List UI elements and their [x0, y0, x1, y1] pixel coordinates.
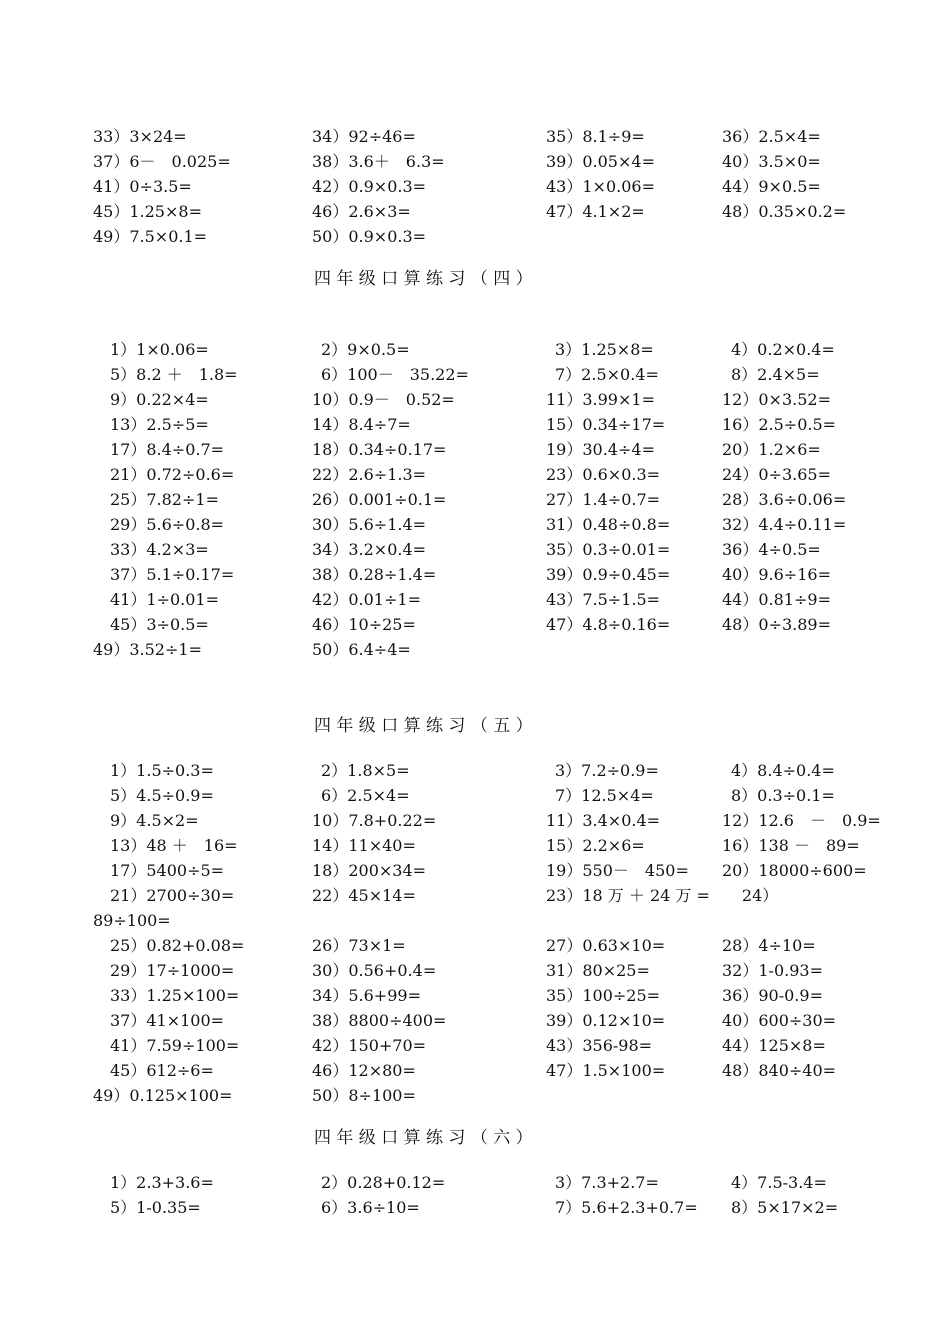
problem: 29）5.6÷0.8=	[110, 515, 225, 534]
problem: 45）1.25×8=	[93, 202, 202, 221]
problem: 13）2.5÷5=	[110, 415, 209, 434]
problem: 44）9×0.5=	[722, 177, 821, 196]
problem: 15）2.2×6=	[546, 836, 645, 855]
problem: 21）0.72÷0.6=	[110, 465, 235, 484]
problem: 46）2.6×3=	[312, 202, 411, 221]
problem-row	[0, 412, 950, 437]
problem: 24）0÷3.65=	[722, 465, 831, 484]
problem: 27）1.4÷0.7=	[546, 490, 661, 509]
problem: 7）2.5×0.4=	[555, 365, 659, 384]
problem-row	[0, 808, 950, 833]
problem: 13）48 ＋ 16=	[110, 836, 238, 855]
problem-row	[0, 562, 950, 587]
problem: 50）8÷100=	[312, 1086, 416, 1105]
problem: 44）0.81÷9=	[722, 590, 831, 609]
problem-row	[0, 387, 950, 412]
problem: 1）1×0.06=	[110, 340, 209, 359]
problem: 31）80×25=	[546, 961, 650, 980]
problem: 20）18000÷600=	[722, 861, 867, 880]
problem: 18）200×34=	[312, 861, 427, 880]
problem: 10）7.8+0.22=	[312, 811, 437, 830]
problem-row	[0, 124, 950, 149]
section-title-text: 四 年 级 口 算 练 习 （ 六 ）	[314, 1128, 533, 1148]
problem: 27）0.63×10=	[546, 936, 666, 955]
problem: 49）3.52÷1=	[93, 640, 202, 659]
problem: 40）600÷30=	[722, 1011, 837, 1030]
problem: 8）0.3÷0.1=	[731, 786, 835, 805]
problem: 47）4.8÷0.16=	[546, 615, 671, 634]
problem: 41）7.59÷100=	[110, 1036, 240, 1055]
problem: 34）5.6+99=	[312, 986, 421, 1005]
problem: 25）7.82÷1=	[110, 490, 219, 509]
problem: 23）0.6×0.3=	[546, 465, 661, 484]
problem: 2）0.28+0.12=	[321, 1173, 446, 1192]
problem: 45）612÷6=	[110, 1061, 214, 1080]
problem-row	[0, 462, 950, 487]
problem: 20）1.2×6=	[722, 440, 821, 459]
problem: 37）5.1÷0.17=	[110, 565, 235, 584]
problem: 40）3.5×0=	[722, 152, 821, 171]
problem-row	[0, 858, 950, 883]
problem: 39）0.05×4=	[546, 152, 655, 171]
section-title-text: 四 年 级 口 算 练 习 （ 四 ）	[314, 269, 533, 289]
problem: 35）0.3÷0.01=	[546, 540, 671, 559]
problem: 8）2.4×5=	[731, 365, 820, 384]
problem: 2）1.8×5=	[321, 761, 410, 780]
problem: 15）0.34÷17=	[546, 415, 666, 434]
problem: 16）138 － 89=	[722, 836, 860, 855]
problem: 38）3.6＋ 6.3=	[312, 152, 445, 171]
problem: 4）8.4÷0.4=	[731, 761, 835, 780]
problem: 12）12.6 － 0.9=	[722, 811, 881, 830]
problem: 41）1÷0.01=	[110, 590, 219, 609]
problem: 50）0.9×0.3=	[312, 227, 427, 246]
problem: 3）7.3+2.7=	[555, 1173, 659, 1192]
problem: 18）0.34÷0.17=	[312, 440, 447, 459]
problem: 26）0.001÷0.1=	[312, 490, 447, 509]
problem-row	[0, 512, 950, 537]
problem: 43）356-98=	[546, 1036, 653, 1055]
problem: 32）1-0.93=	[722, 961, 823, 980]
problem: 10）0.9－ 0.52=	[312, 390, 455, 409]
problem: 6）100－ 35.22=	[321, 365, 469, 384]
problem: 36）4÷0.5=	[722, 540, 821, 559]
problem-row	[0, 337, 950, 362]
problem: 38）0.28÷1.4=	[312, 565, 437, 584]
problem: 43）7.5÷1.5=	[546, 590, 661, 609]
problem: 19）550－ 450=	[546, 861, 689, 880]
problem: 11）3.4×0.4=	[546, 811, 661, 830]
problem: 32）4.4÷0.11=	[722, 515, 847, 534]
problem-row	[0, 437, 950, 462]
problem-row	[0, 958, 950, 983]
problem: 33）4.2×3=	[110, 540, 209, 559]
problem-row	[0, 983, 950, 1008]
problem: 12）0×3.52=	[722, 390, 831, 409]
problem: 33）3×24=	[93, 127, 187, 146]
problem: 1）1.5÷0.3=	[110, 761, 214, 780]
problem: 89÷100=	[93, 911, 171, 930]
problem-row	[0, 833, 950, 858]
problem: 37）6－ 0.025=	[93, 152, 231, 171]
problem-row	[0, 537, 950, 562]
problem: 46）12×80=	[312, 1061, 416, 1080]
problem: 37）41×100=	[110, 1011, 225, 1030]
problem-row	[0, 883, 950, 908]
problem: 48）0.35×0.2=	[722, 202, 847, 221]
problem: 21）2700÷30=	[110, 886, 235, 905]
problem: 5）1-0.35=	[110, 1198, 201, 1217]
problem: 14）8.4÷7=	[312, 415, 411, 434]
problem: 6）2.5×4=	[321, 786, 410, 805]
problem: 35）8.1÷9=	[546, 127, 645, 146]
problem: 48）0÷3.89=	[722, 615, 831, 634]
problem: 3）7.2÷0.9=	[555, 761, 659, 780]
problem: 26）73×1=	[312, 936, 406, 955]
problem: 34）3.2×0.4=	[312, 540, 427, 559]
problem: 14）11×40=	[312, 836, 416, 855]
problem-row	[0, 1058, 950, 1083]
problem: 40）9.6÷16=	[722, 565, 831, 584]
problem: 42）0.01÷1=	[312, 590, 421, 609]
problem-row	[0, 1033, 950, 1058]
problem: 35）100÷25=	[546, 986, 661, 1005]
problem: 39）0.12×10=	[546, 1011, 666, 1030]
problem: 19）30.4÷4=	[546, 440, 655, 459]
problem: 17）8.4÷0.7=	[110, 440, 225, 459]
problem: 5）8.2 ＋ 1.8=	[110, 365, 238, 384]
problem-row	[0, 149, 950, 174]
problem: 23）18 万 ＋ 24 万 = 24）	[546, 886, 779, 905]
problem-row	[0, 933, 950, 958]
problem: 50）6.4÷4=	[312, 640, 411, 659]
problem: 45）3÷0.5=	[110, 615, 209, 634]
problem: 30）0.56+0.4=	[312, 961, 437, 980]
problem: 46）10÷25=	[312, 615, 416, 634]
problem: 4）0.2×0.4=	[731, 340, 835, 359]
problem: 36）90-0.9=	[722, 986, 823, 1005]
problem: 16）2.5÷0.5=	[722, 415, 837, 434]
section-title-text: 四 年 级 口 算 练 习 （ 五 ）	[314, 716, 533, 736]
problem: 3）1.25×8=	[555, 340, 654, 359]
problem: 43）1×0.06=	[546, 177, 655, 196]
problem: 7）12.5×4=	[555, 786, 654, 805]
problem: 47）1.5×100=	[546, 1061, 666, 1080]
section-title	[0, 1123, 950, 1153]
problem-row	[0, 637, 950, 662]
problem-row	[0, 908, 950, 933]
problem: 7）5.6+2.3+0.7=	[555, 1198, 698, 1217]
problem-row	[0, 1083, 950, 1108]
problem: 33）1.25×100=	[110, 986, 240, 1005]
problem: 28）4÷10=	[722, 936, 816, 955]
problem: 48）840÷40=	[722, 1061, 837, 1080]
problem: 42）150+70=	[312, 1036, 427, 1055]
problem: 28）3.6÷0.06=	[722, 490, 847, 509]
problem: 22）2.6÷1.3=	[312, 465, 427, 484]
problem: 42）0.9×0.3=	[312, 177, 427, 196]
section-title	[0, 264, 950, 294]
problem: 11）3.99×1=	[546, 390, 655, 409]
problem: 6）3.6÷10=	[321, 1198, 420, 1217]
problem-row	[0, 1008, 950, 1033]
problem: 36）2.5×4=	[722, 127, 821, 146]
problem-row	[0, 199, 950, 224]
problem-row	[0, 1195, 950, 1220]
problem: 41）0÷3.5=	[93, 177, 192, 196]
problem: 38）8800÷400=	[312, 1011, 447, 1030]
problem: 29）17÷1000=	[110, 961, 235, 980]
problem: 39）0.9÷0.45=	[546, 565, 671, 584]
problem-row	[0, 1170, 950, 1195]
problem-row	[0, 487, 950, 512]
problem-row	[0, 783, 950, 808]
problem: 44）125×8=	[722, 1036, 826, 1055]
problem: 1）2.3+3.6=	[110, 1173, 214, 1192]
problem: 34）92÷46=	[312, 127, 416, 146]
problem: 25）0.82+0.08=	[110, 936, 245, 955]
problem: 30）5.6÷1.4=	[312, 515, 427, 534]
problem: 49）7.5×0.1=	[93, 227, 208, 246]
problem: 2）9×0.5=	[321, 340, 410, 359]
problem: 31）0.48÷0.8=	[546, 515, 671, 534]
problem: 9）0.22×4=	[110, 390, 209, 409]
problem-row	[0, 224, 950, 249]
problem-row	[0, 362, 950, 387]
problem: 5）4.5÷0.9=	[110, 786, 214, 805]
section-title	[0, 711, 950, 741]
problem-row	[0, 174, 950, 199]
problem: 47）4.1×2=	[546, 202, 645, 221]
problem: 9）4.5×2=	[110, 811, 199, 830]
problem: 22）45×14=	[312, 886, 416, 905]
problem-row	[0, 587, 950, 612]
problem: 4）7.5-3.4=	[731, 1173, 827, 1192]
problem: 8）5×17×2=	[731, 1198, 839, 1217]
problem-row	[0, 758, 950, 783]
problem-row	[0, 612, 950, 637]
problem: 49）0.125×100=	[93, 1086, 233, 1105]
problem: 17）5400÷5=	[110, 861, 225, 880]
